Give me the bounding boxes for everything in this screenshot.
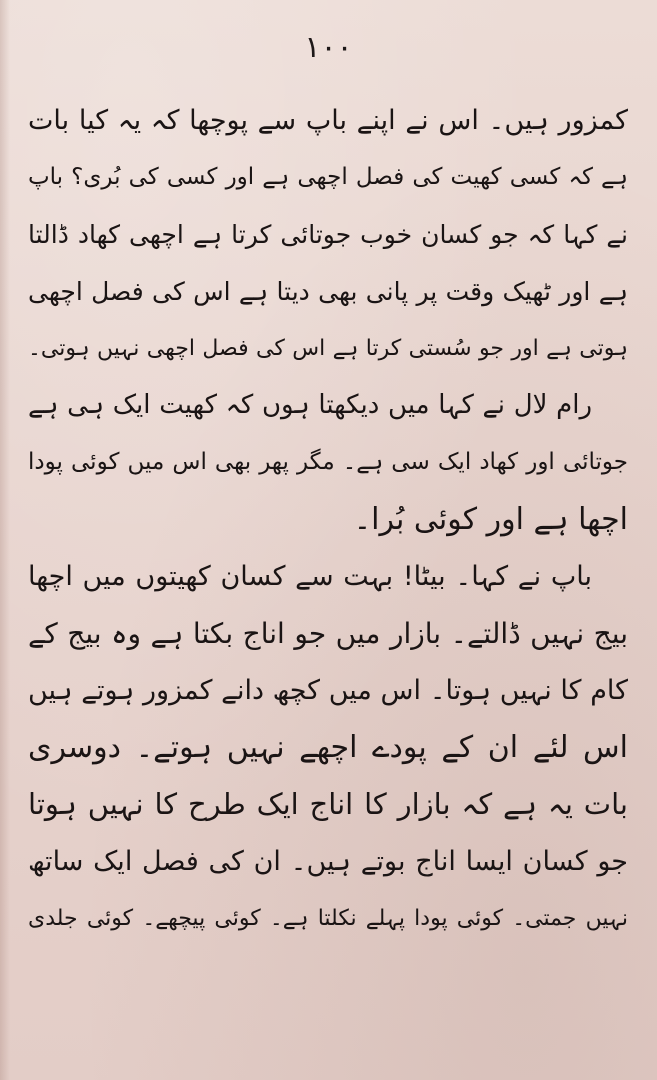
page-number: ۱۰۰ [304,30,353,65]
text-line: کمزور ہیں۔ اس نے اپنے باپ سے پوچھا کہ یہ کیا بات [28,105,628,136]
paragraph-start-line: باپ نے کہا۔ بیٹا! بہت سے کسان کھیتوں میں اچھا [28,561,592,592]
text-line: ہوتی ہے اور جو سُستی کرتا ہے اس کی فصل اچھی نہیں ہوتی۔ [28,336,628,361]
text-line: ہے اور ٹھیک وقت پر پانی بھی دیتا ہے اس کی فصل اچھی [28,277,628,306]
paragraph-start-line: رام لال نے کہا میں دیکھتا ہوں کہ کھیت ایک ہی ہے [28,390,592,420]
text-line: اس لئے ان کے پودے اچھے نہیں ہوتے۔ دوسری [28,730,628,765]
paragraph-end-line: اچھا ہے اور کوئی بُرا۔ [353,502,628,537]
text-line: نے کہا کہ جو کسان خوب جوتائی کرتا ہے اچھی کھاد ڈالتا [28,220,628,249]
text-line: بات یہ ہے کہ بازار کا اناج ایک طرح کا نہیں ہوتا [28,787,628,821]
text-line: ہے کہ کسی کھیت کی فصل اچھی ہے اور کسی کی بُری؟ باپ [28,164,628,190]
text-line: جوتائی اور کھاد ایک سی ہے۔ مگر پھر بھی اس میں کوئی پودا [28,449,628,475]
text-line: بیج نہیں ڈالتے۔ بازار میں جو اناج بکتا ہے وہ بیج کے [28,617,628,650]
text-line: جو کسان ایسا اناج بوتے ہیں۔ ان کی فصل ایک ساتھ [28,846,628,877]
text-line: نہیں جمتی۔ کوئی پودا پہلے نکلتا ہے۔ کوئی پیچھے۔ کوئی جلدی [28,906,628,931]
body-text [28,92,628,947]
page-edge-stain [0,0,10,1080]
text-line: کام کا نہیں ہوتا۔ اس میں کچھ دانے کمزور ہوتے ہیں [28,675,628,706]
